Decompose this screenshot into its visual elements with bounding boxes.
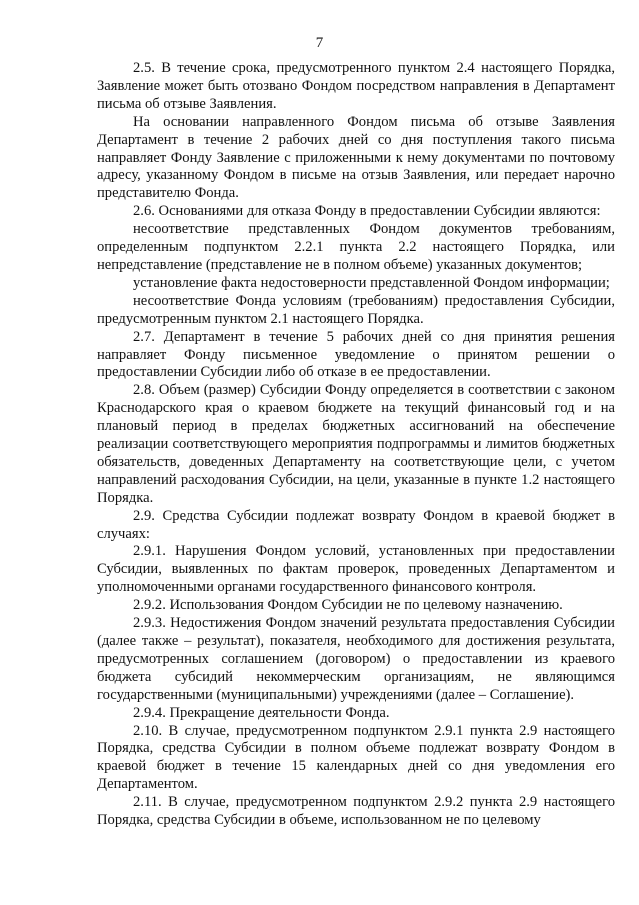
paragraph-refusal-ground-documents: несоответствие представленных Фондом документов требованиям, определенным подпунктом 2.2.1 пункта 2.2 настоящего Порядка, или непредставление (представление не в полном объеме) указанных документов;: [97, 221, 615, 273]
paragraph-2-9-2: 2.9.2. Использования Фондом Субсидии не по целевому назначению.: [133, 597, 563, 614]
paragraph-2-9-4: 2.9.4. Прекращение деятельности Фонда.: [133, 704, 390, 721]
page-number: 7: [315, 35, 324, 51]
paragraph-2-9: 2.9. Средства Субсидии подлежат возврату Фондом в краевой бюджет в случаях:: [97, 507, 615, 542]
paragraph-2-5: 2.5. В течение срока, предусмотренного пунктом 2.4 настоящего Порядка, Заявление может быть отозвано Фондом посредством направления в Департамент письма об отзыве Заявления.: [97, 60, 615, 112]
paragraph-2-9-1: 2.9.1. Нарушения Фондом условий, установленных при предоставлении Субсидии, выявленных по фактам проверок, проведенных Департаментом и уполномоченными органами государственного финансового контроля.: [97, 543, 615, 596]
paragraph-2-10: 2.10. В случае, предусмотренном подпунктом 2.9.1 пункта 2.9 настоящего Порядка, средства Субсидии в полном объеме подлежат возврату Фондом в краевой бюджет в течение 15 календарных дней со дня уведомления его Департаментом.: [97, 722, 615, 793]
paragraph-2-11: 2.11. В случае, предусмотренном подпунктом 2.9.2 пункта 2.9 настоящего Порядка, средства Субсидии в объеме, использованном не по целевому: [97, 794, 615, 829]
paragraph-2-6: 2.6. Основаниями для отказа Фонду в предоставлении Субсидии являются:: [133, 203, 601, 220]
paragraph-withdrawal-return: На основании направленного Фондом письма об отзыве Заявления Департамент в течение 2 рабочих дней со дня поступления такого письма направляет Фонду Заявление с приложенными к нему документами по почтовому адресу, указанному Фондом в письме на отзыв Заявления, или передает нарочно представителю Фонда.: [97, 113, 615, 202]
paragraph-refusal-ground-conditions: несоответствие Фонда условиям (требованиям) предоставления Субсидии, предусмотренным пунктом 2.1 настоящего Порядка.: [97, 292, 615, 327]
paragraph-2-7: 2.7. Департамент в течение 5 рабочих дней со дня принятия решения направляет Фонду письменное уведомление о принятом решении о предоставлении Субсидии либо об отказе в ее предоставлении.: [97, 328, 615, 381]
paragraph-refusal-ground-false-info: установление факта недостоверности представленной Фондом информации;: [133, 274, 610, 291]
paragraph-2-9-3: 2.9.3. Недостижения Фондом значений результата предоставления Субсидии (далее также – результат), показателя, необходимого для достижения результата, предусмотренных соглашением (договором) о предоставлении из краевого бюджета субсидий некоммерческим организациям, не являющимся государственными (муниципальными) учреждениями (далее – Соглашение).: [97, 615, 615, 703]
document-body: [97, 60, 615, 830]
paragraph-2-8: 2.8. Объем (размер) Субсидии Фонду определяется в соответствии с законом Краснодарского края о краевом бюджете на текущий финансовый год и на плановый период в пределах бюджетных ассигнований на обеспечение реализации соответствующего мероприятия подпрограммы и лимитов бюджетных обязательств, доведенных Департаменту на соответствующие цели, с учетом направлений расходования Субсидии, на цели, указанные в пункте 1.2 настоящего Порядка.: [97, 382, 615, 506]
